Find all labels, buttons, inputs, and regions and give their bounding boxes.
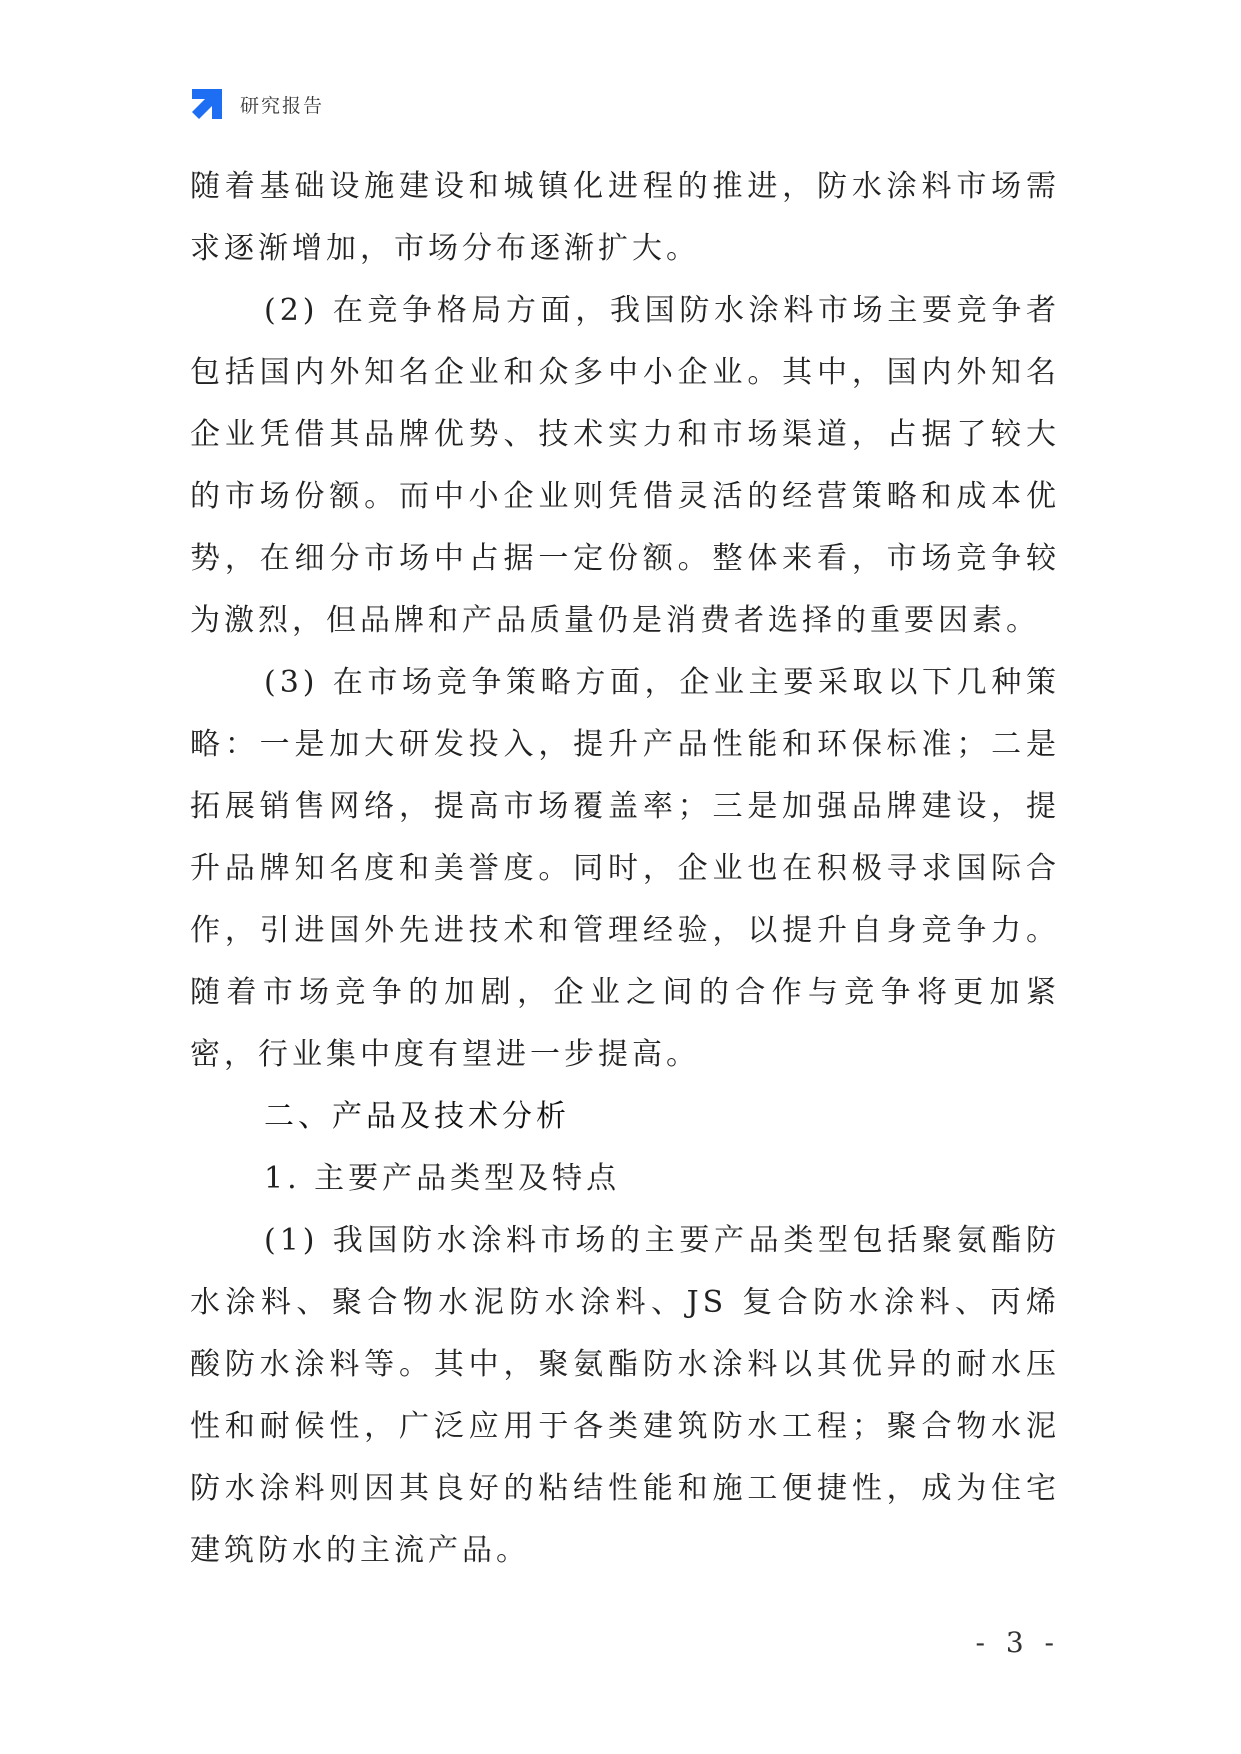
page-number: - 3 -	[975, 1626, 1060, 1659]
sub-heading: 1. 主要产品类型及特点	[264, 1161, 621, 1196]
header-title: 研究报告	[240, 94, 325, 117]
page-header	[190, 86, 324, 122]
arrow-logo-icon	[190, 87, 224, 121]
paragraph-2: (2) 在竞争格局方面，我国防水涂料市场主要竞争者包括国内外知名企业和众多中小企业。其中，国内外知名企业凭借其品牌优势、技术实力和市场渠道，占据了较大的市场份额。而中小企业则凭借灵活的经营策略和成本优势，在细分市场中占据一定份额。整体来看，市场竞争较为激烈，但品牌和产品质量仍是消费者选择的重要因素。	[190, 293, 1060, 638]
paragraph-3: (3) 在市场竞争策略方面，企业主要采取以下几种策略：一是加大研发投入，提升产品性能和环保标准；二是拓展销售网络，提高市场覆盖率；三是加强品牌建设，提升品牌知名度和美誉度。同时，企业也在积极寻求国际合作，引进国外先进技术和管理经验，以提升自身竞争力。随着市场竞争的加剧，企业之间的合作与竞争将更加紧密，行业集中度有望进一步提高。	[190, 665, 1060, 1072]
section-heading: 二、产品及技术分析	[264, 1099, 570, 1134]
document-body	[190, 156, 1060, 1582]
paragraph-1: 随着基础设施建设和城镇化进程的推进，防水涂料市场需求逐渐增加，市场分布逐渐扩大。	[190, 169, 1060, 266]
paragraph-4: (1) 我国防水涂料市场的主要产品类型包括聚氨酯防水涂料、聚合物水泥防水涂料、JS 复合防水涂料、丙烯酸防水涂料等。其中，聚氨酯防水涂料以其优异的耐水压性和耐候性，广泛应用于各类建筑防水工程；聚合物水泥防水涂料则因其良好的粘结性能和施工便捷性，成为住宅建筑防水的主流产品。	[190, 1223, 1060, 1568]
